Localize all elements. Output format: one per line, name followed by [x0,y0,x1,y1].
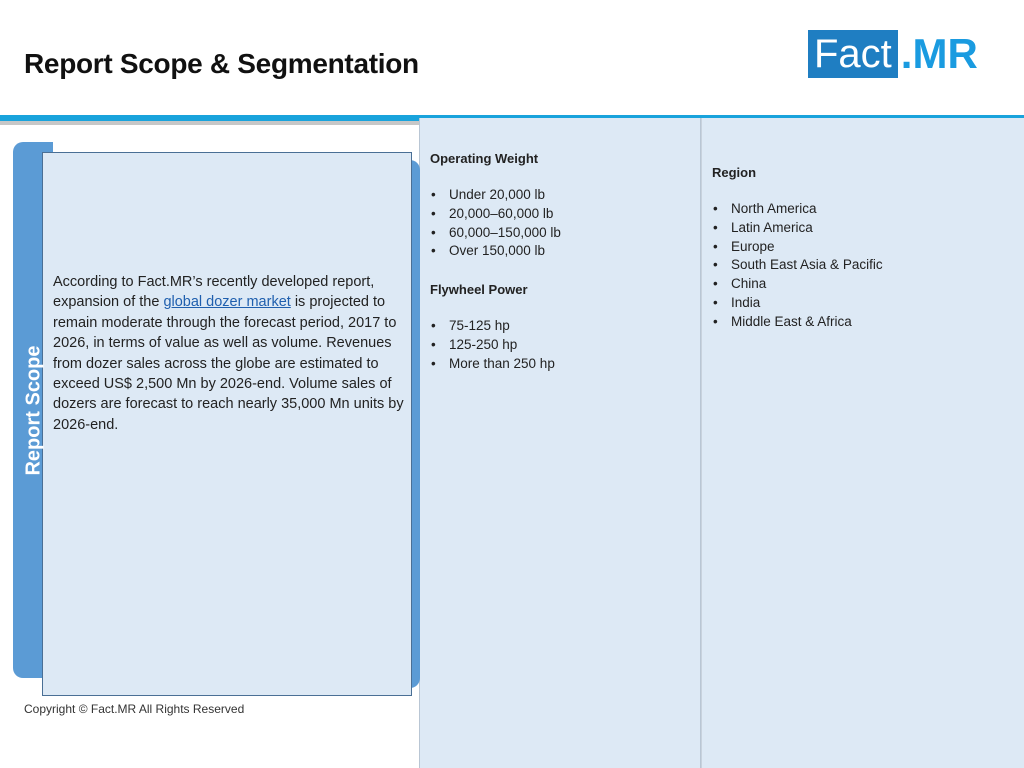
summary-card [42,152,412,696]
list-item: • Latin America [711,219,883,238]
list-item: • More than 250 hp [429,355,555,374]
flywheel-power-list [429,317,555,373]
logo-fact: Fact [808,30,898,78]
report-scope-label-wrap [14,142,54,678]
report-scope-label: Report Scope [22,344,45,476]
header [0,0,1024,115]
list-item: • 75-125 hp [429,317,555,336]
list-item: • 125-250 hp [429,336,555,355]
summary-text-after: is projected to remain moderate through the forecast period, 2017 to 2026, in terms of value as well as volume. Revenues from dozer sales across the globe are estimated to exceed US$ 2,500 Mn by 2026-end. Volume sales of dozers are forecast to reach nearly 35,000 Mn units by 2026-end. [53,294,404,433]
logo-mr: .MR [900,30,978,77]
copyright-text: Copyright © Fact.MR All Rights Reserved [24,702,245,716]
flywheel-power-heading: Flywheel Power [430,282,528,297]
operating-weight-list [429,186,561,261]
page-title: Report Scope & Segmentation [24,48,419,79]
list-item: • China [711,275,883,294]
operating-weight-heading: Operating Weight [430,151,539,166]
list-item: • 60,000–150,000 lb [429,224,561,243]
list-item: • Over 150,000 lb [429,242,561,261]
region-list [711,200,883,332]
list-item: • 20,000–60,000 lb [429,205,561,224]
region-heading: Region [712,165,757,180]
list-item: • Under 20,000 lb [429,186,561,205]
summary-text [53,272,405,435]
list-item: • South East Asia & Pacific [711,256,883,275]
list-item: • Europe [711,238,883,257]
segment-column-weight-power [419,118,701,768]
list-item: • India [711,294,883,313]
list-item: • North America [711,200,883,219]
segment-column-region [701,118,1024,768]
list-item: • Middle East & Africa [711,313,883,332]
summary-text-before: According to Fact.MR’s recently developed report, expansion of the [53,274,375,311]
factmr-logo [808,30,978,78]
global-dozer-market-link[interactable]: global dozer market [163,294,291,311]
